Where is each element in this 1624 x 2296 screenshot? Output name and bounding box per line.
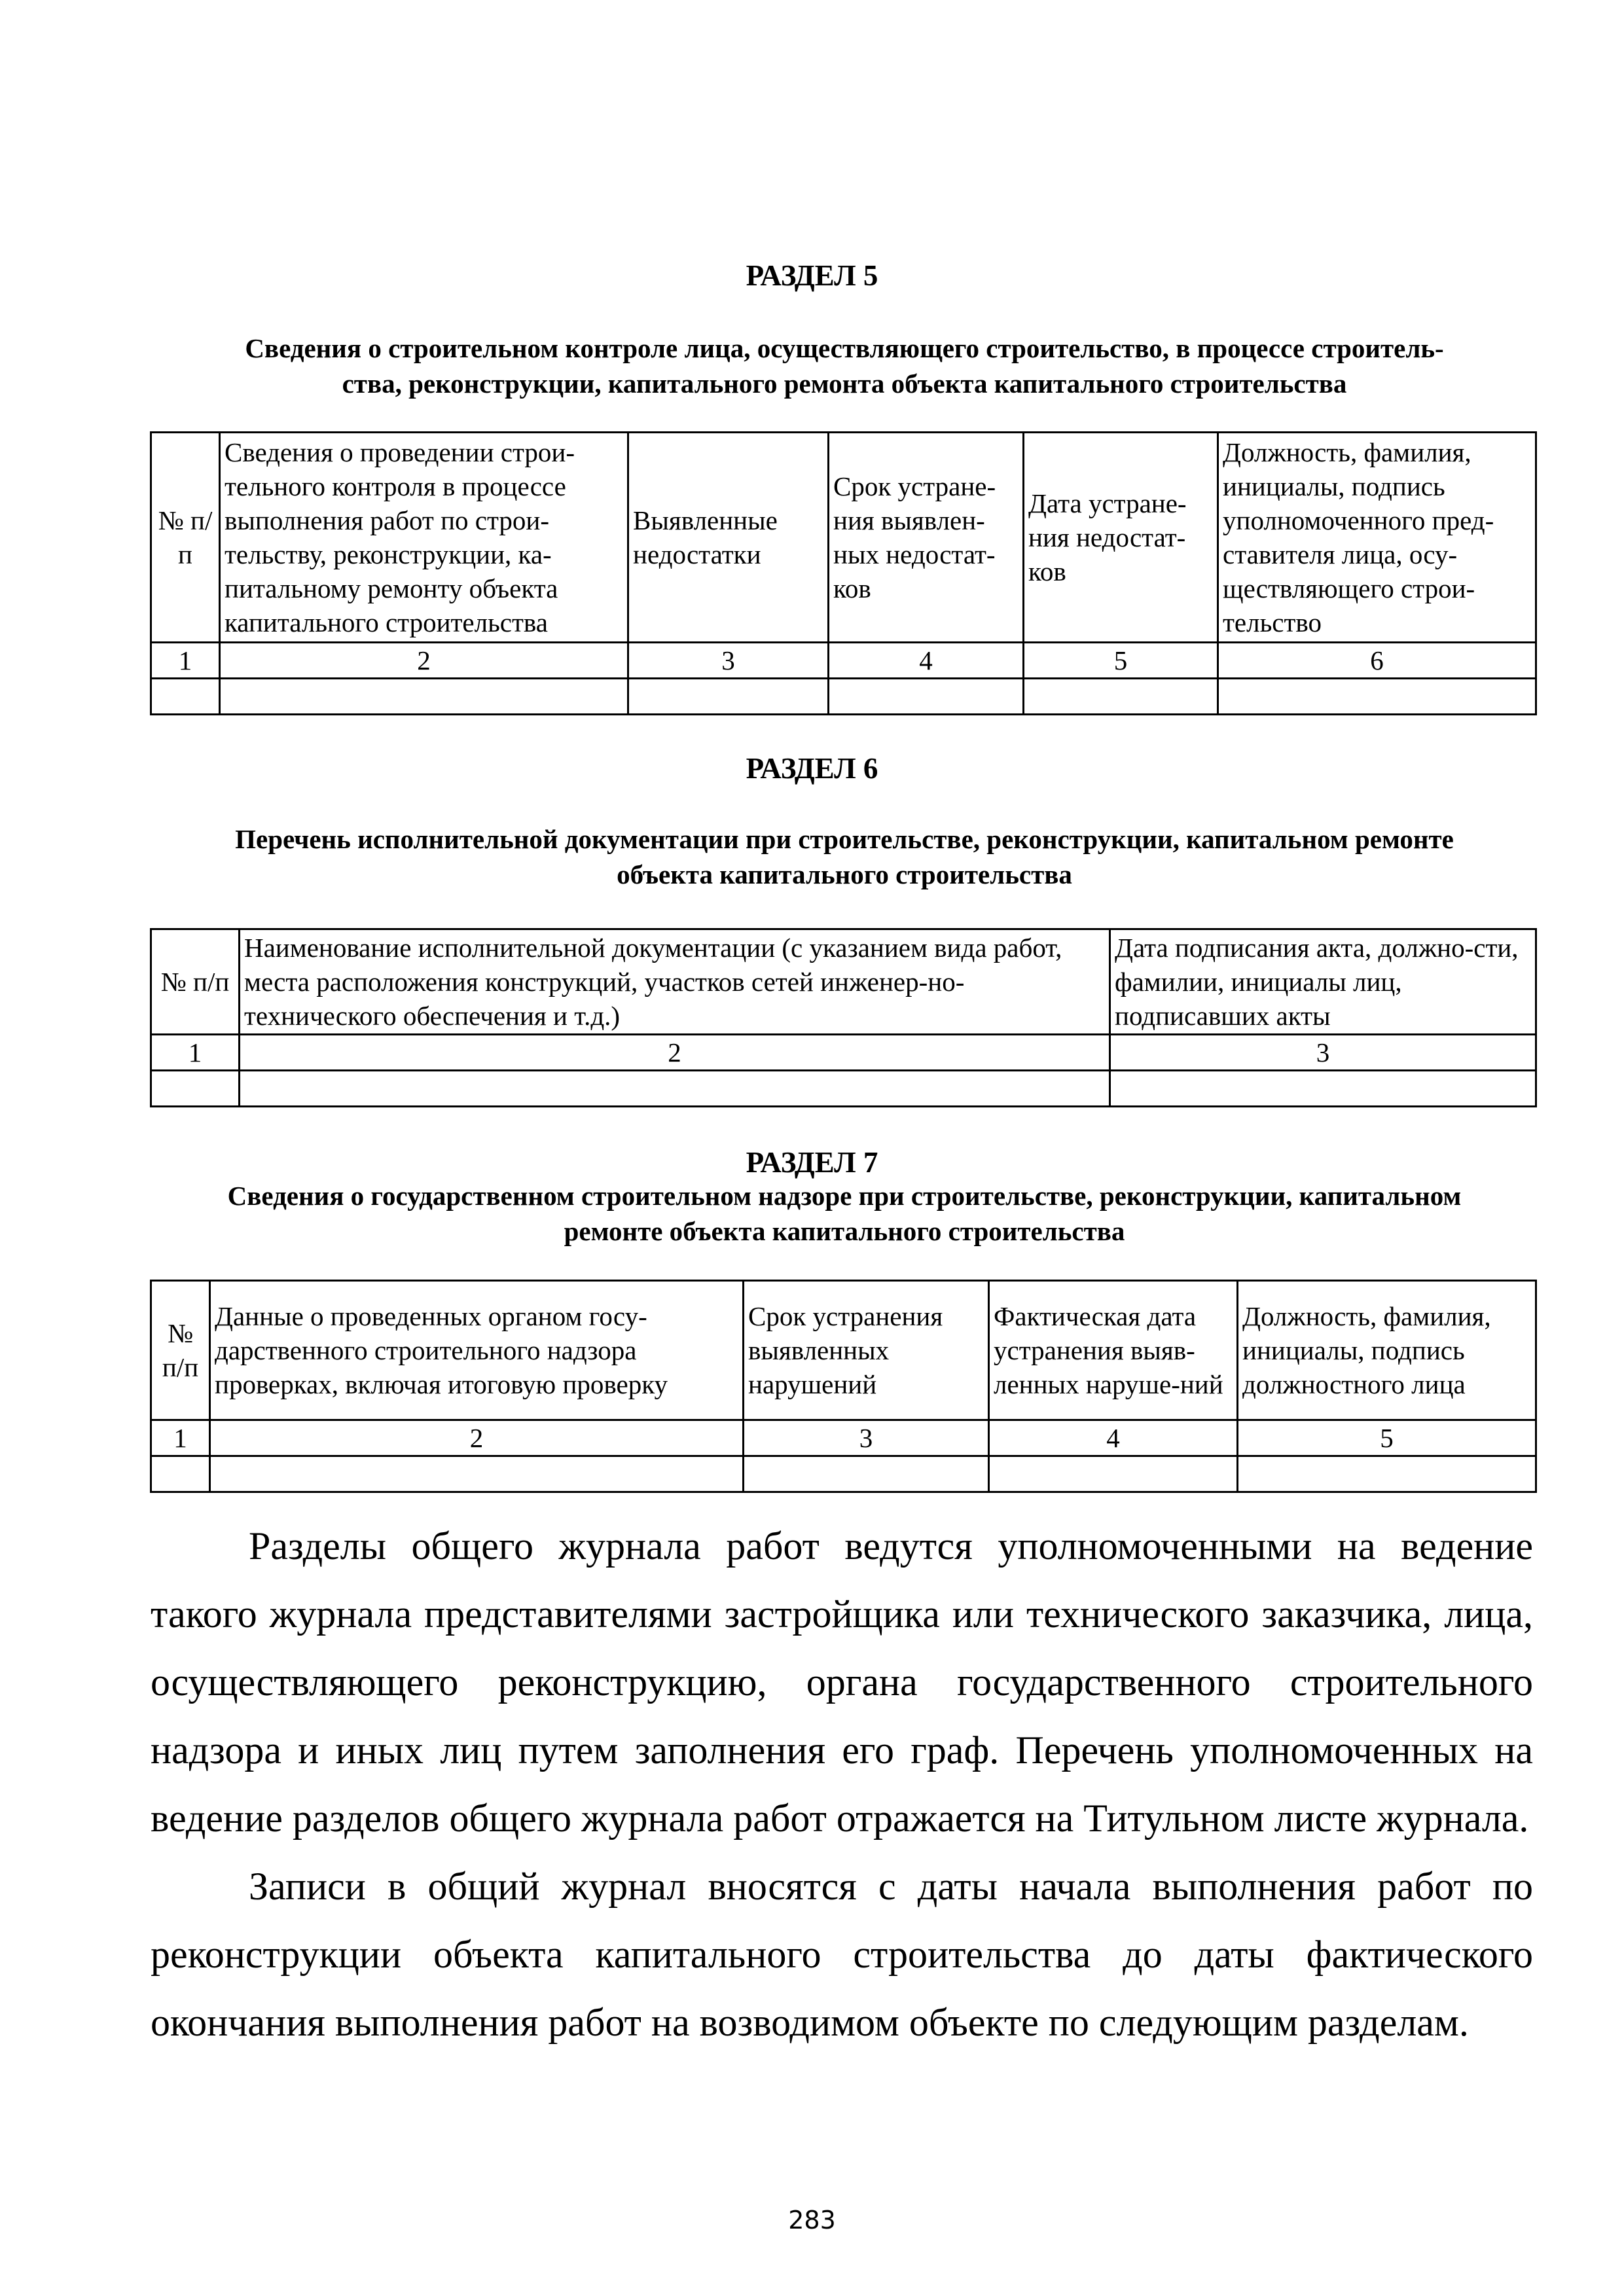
header-cell-deadline: Срок устранения выявленных нарушений — [744, 1281, 989, 1420]
column-number-row — [151, 643, 1536, 679]
header-cell-doc-name: Наименование исполнительной документации (с указанием вида работ, места расположения конструкций, участков сетей инженер-но-технического обеспечения и т.д.) — [240, 929, 1110, 1035]
section6-subtitle — [151, 821, 1538, 892]
empty-cell — [1024, 679, 1218, 715]
column-number: 5 — [1024, 643, 1218, 679]
header-cell-control-info: Сведения о проведении строи-тельного контроля в процессе выполнения работ по строи-тельству, реконструкции, ка-питальному ремонту объекта капитального строительства — [220, 433, 628, 643]
column-number: 2 — [240, 1035, 1110, 1071]
table-row-empty — [151, 1071, 1536, 1107]
empty-cell — [151, 1456, 210, 1492]
empty-cell — [151, 1071, 240, 1107]
section6-subtitle-line1: Перечень исполнительной документации при строительстве, реконструкции, капитальном ремонте — [235, 824, 1454, 854]
empty-cell — [151, 679, 220, 715]
empty-cell — [1110, 1071, 1536, 1107]
column-number: 3 — [744, 1420, 989, 1456]
header-cell-sign-date: Дата подписания акта, должно-сти, фамилии, инициалы лиц, подписавших акты — [1110, 929, 1536, 1035]
table-row-empty — [151, 1456, 1536, 1492]
column-number-row — [151, 1035, 1536, 1071]
section6-table — [150, 928, 1537, 1107]
column-number: 3 — [628, 643, 829, 679]
section5-title: РАЗДЕЛ 5 — [746, 259, 878, 292]
table-row-empty — [151, 679, 1536, 715]
header-cell-number: № п/п — [151, 929, 240, 1035]
column-number: 3 — [1110, 1035, 1536, 1071]
header-cell-deadline: Срок устране-ния выявлен-ных недостат-ков — [829, 433, 1024, 643]
table-header-row — [151, 929, 1536, 1035]
section7-subtitle — [151, 1178, 1538, 1249]
header-cell-official: Должность, фамилия, инициалы, подпись должностного лица — [1238, 1281, 1536, 1420]
table-header-row — [151, 1281, 1536, 1420]
section5-subtitle — [151, 331, 1538, 401]
header-cell-defects: Выявленные недостатки — [628, 433, 829, 643]
section5-subtitle-line1: Сведения о строительном контроле лица, осуществляющего строительство, в процессе строитель- — [245, 333, 1444, 363]
header-cell-fix-date: Дата устране-ния недостат-ков — [1024, 433, 1218, 643]
header-cell-number: № п/п — [151, 1281, 210, 1420]
column-number: 4 — [989, 1420, 1238, 1456]
header-cell-inspection-data: Данные о проведенных органом госу-дарственного строительного надзора проверках, включая итоговую проверку — [210, 1281, 744, 1420]
header-cell-number: № п/п — [151, 433, 220, 643]
section7-table — [150, 1280, 1537, 1493]
paragraph-2: Записи в общий журнал вносятся с даты начала выполнения работ по реконструкции объекта капитального строительства до даты фактического окончания выполнения работ на возводимом объекте по следующим разделам. — [151, 1865, 1533, 2044]
empty-cell — [829, 679, 1024, 715]
body-text — [151, 1512, 1533, 2056]
section6-title: РАЗДЕЛ 6 — [746, 752, 878, 785]
header-cell-actual-date: Фактическая дата устранения выяв-ленных наруше-ний — [989, 1281, 1238, 1420]
column-number: 1 — [151, 643, 220, 679]
column-number: 1 — [151, 1035, 240, 1071]
section6-subtitle-line2: объекта капитального строительства — [617, 859, 1072, 889]
column-number: 4 — [829, 643, 1024, 679]
column-number: 6 — [1218, 643, 1536, 679]
empty-cell — [220, 679, 628, 715]
empty-cell — [210, 1456, 744, 1492]
empty-cell — [628, 679, 829, 715]
section7-subtitle-line1: Сведения о государственном строительном надзоре при строительстве, реконструкции, капитальном — [227, 1181, 1462, 1211]
section5-table — [150, 431, 1537, 715]
column-number: 2 — [220, 643, 628, 679]
column-number: 1 — [151, 1420, 210, 1456]
page-number: 283 — [788, 2206, 836, 2234]
column-number: 5 — [1238, 1420, 1536, 1456]
header-cell-position: Должность, фамилия, инициалы, подпись уполномоченного пред-ставителя лица, осу-ществляющего строи-тельство — [1218, 433, 1536, 643]
paragraph-1: Разделы общего журнала работ ведутся уполномоченными на ведение такого журнала представителями застройщика или технического заказчика, лица, осуществляющего реконструкцию, органа государственного строительного надзора и иных лиц путем заполнения его граф. Перечень уполномоченных на ведение разделов общего журнала работ отражается на Титульном листе журнала. — [151, 1524, 1533, 1840]
column-number: 2 — [210, 1420, 744, 1456]
section5-subtitle-line2: ства, реконструкции, капитального ремонта объекта капитального строительства — [342, 368, 1347, 399]
column-number-row — [151, 1420, 1536, 1456]
empty-cell — [1238, 1456, 1536, 1492]
table-header-row — [151, 433, 1536, 643]
section7-title: РАЗДЕЛ 7 — [746, 1146, 878, 1179]
empty-cell — [240, 1071, 1110, 1107]
empty-cell — [1218, 679, 1536, 715]
section7-subtitle-line2: ремонте объекта капитального строительства — [564, 1216, 1125, 1246]
empty-cell — [989, 1456, 1238, 1492]
empty-cell — [744, 1456, 989, 1492]
